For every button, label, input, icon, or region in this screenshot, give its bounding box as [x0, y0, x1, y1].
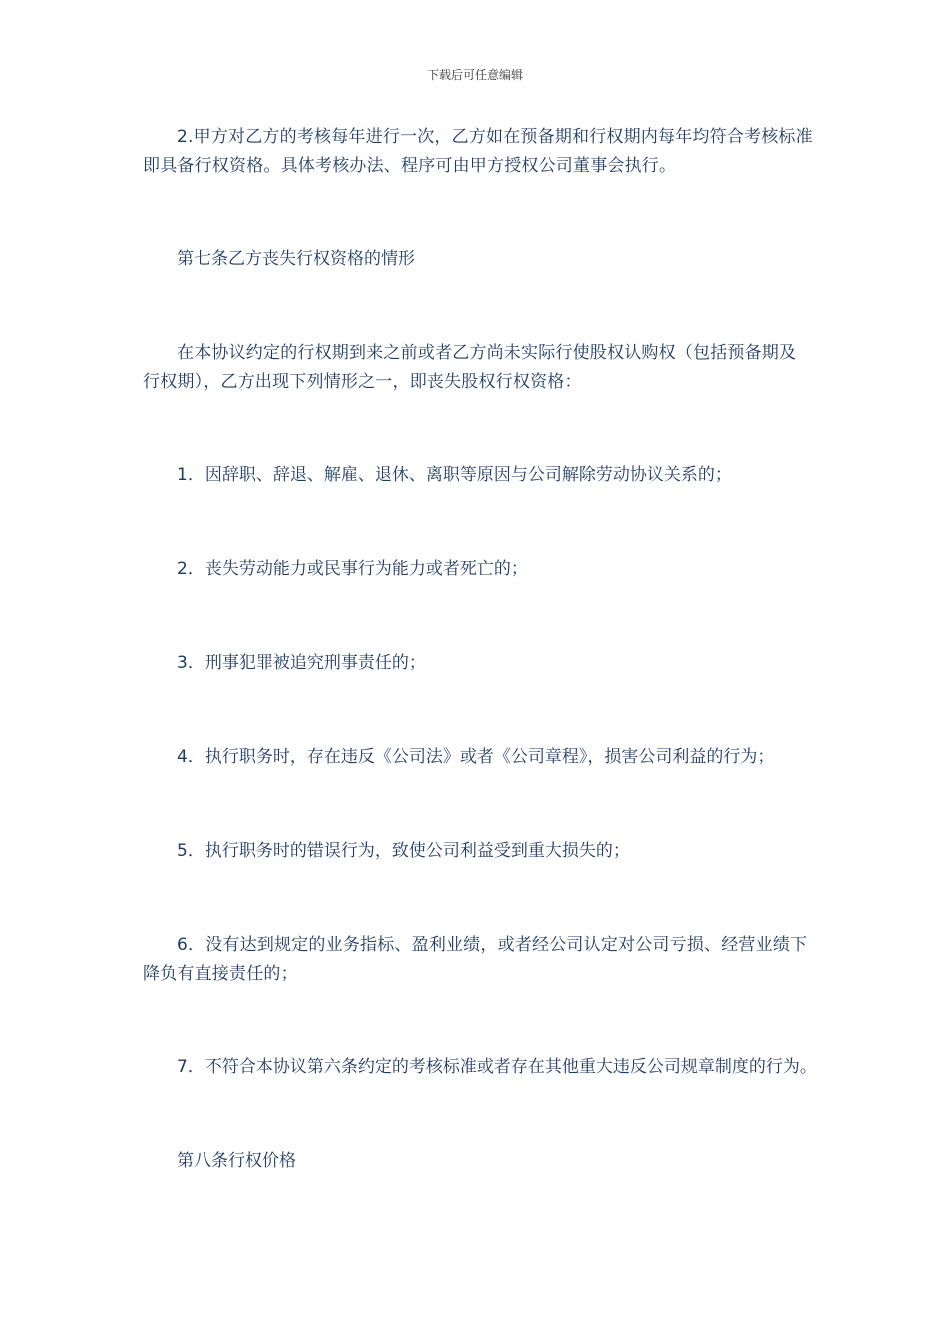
article-8-heading: 第八条行权价格 — [177, 1151, 296, 1171]
paragraph-disqualification-intro: 在本协议约定的行权期到来之前或者乙方尚未实际行使股权认购权（包括预备期及行权期），乙方出现下列情形之一，即丧失股权行权资格： — [143, 343, 797, 392]
paragraph-assessment: 2.甲方对乙方的考核每年进行一次，乙方如在预备期和行权期内每年均符合考核标准即具备行权资格。具体考核办法、程序可由甲方授权公司董事会执行。 — [143, 127, 813, 176]
list-item-3: 3．刑事犯罪被追究刑事责任的； — [177, 653, 426, 673]
list-item-2: 2．丧失劳动能力或民事行为能力或者死亡的； — [177, 559, 528, 579]
list-item-7: 7．不符合本协议第六条约定的考核标准或者存在其他重大违反公司规章制度的行为。 — [177, 1057, 817, 1077]
list-item-6: 6．没有达到规定的业务指标、盈利业绩，或者经公司认定对公司亏损、经营业绩下降负有直接责任的； — [143, 935, 808, 984]
list-item-5: 5．执行职务时的错误行为，致使公司利益受到重大损失的； — [177, 841, 630, 861]
list-item-4: 4．执行职务时，存在违反《公司法》或者《公司章程》，损害公司利益的行为； — [177, 747, 775, 767]
article-7-heading: 第七条乙方丧失行权资格的情形 — [177, 249, 415, 269]
list-item-1: 1．因辞职、辞退、解雇、退休、离职等原因与公司解除劳动协议关系的； — [177, 465, 732, 485]
page-header: 下载后可任意编辑 — [426, 68, 523, 82]
